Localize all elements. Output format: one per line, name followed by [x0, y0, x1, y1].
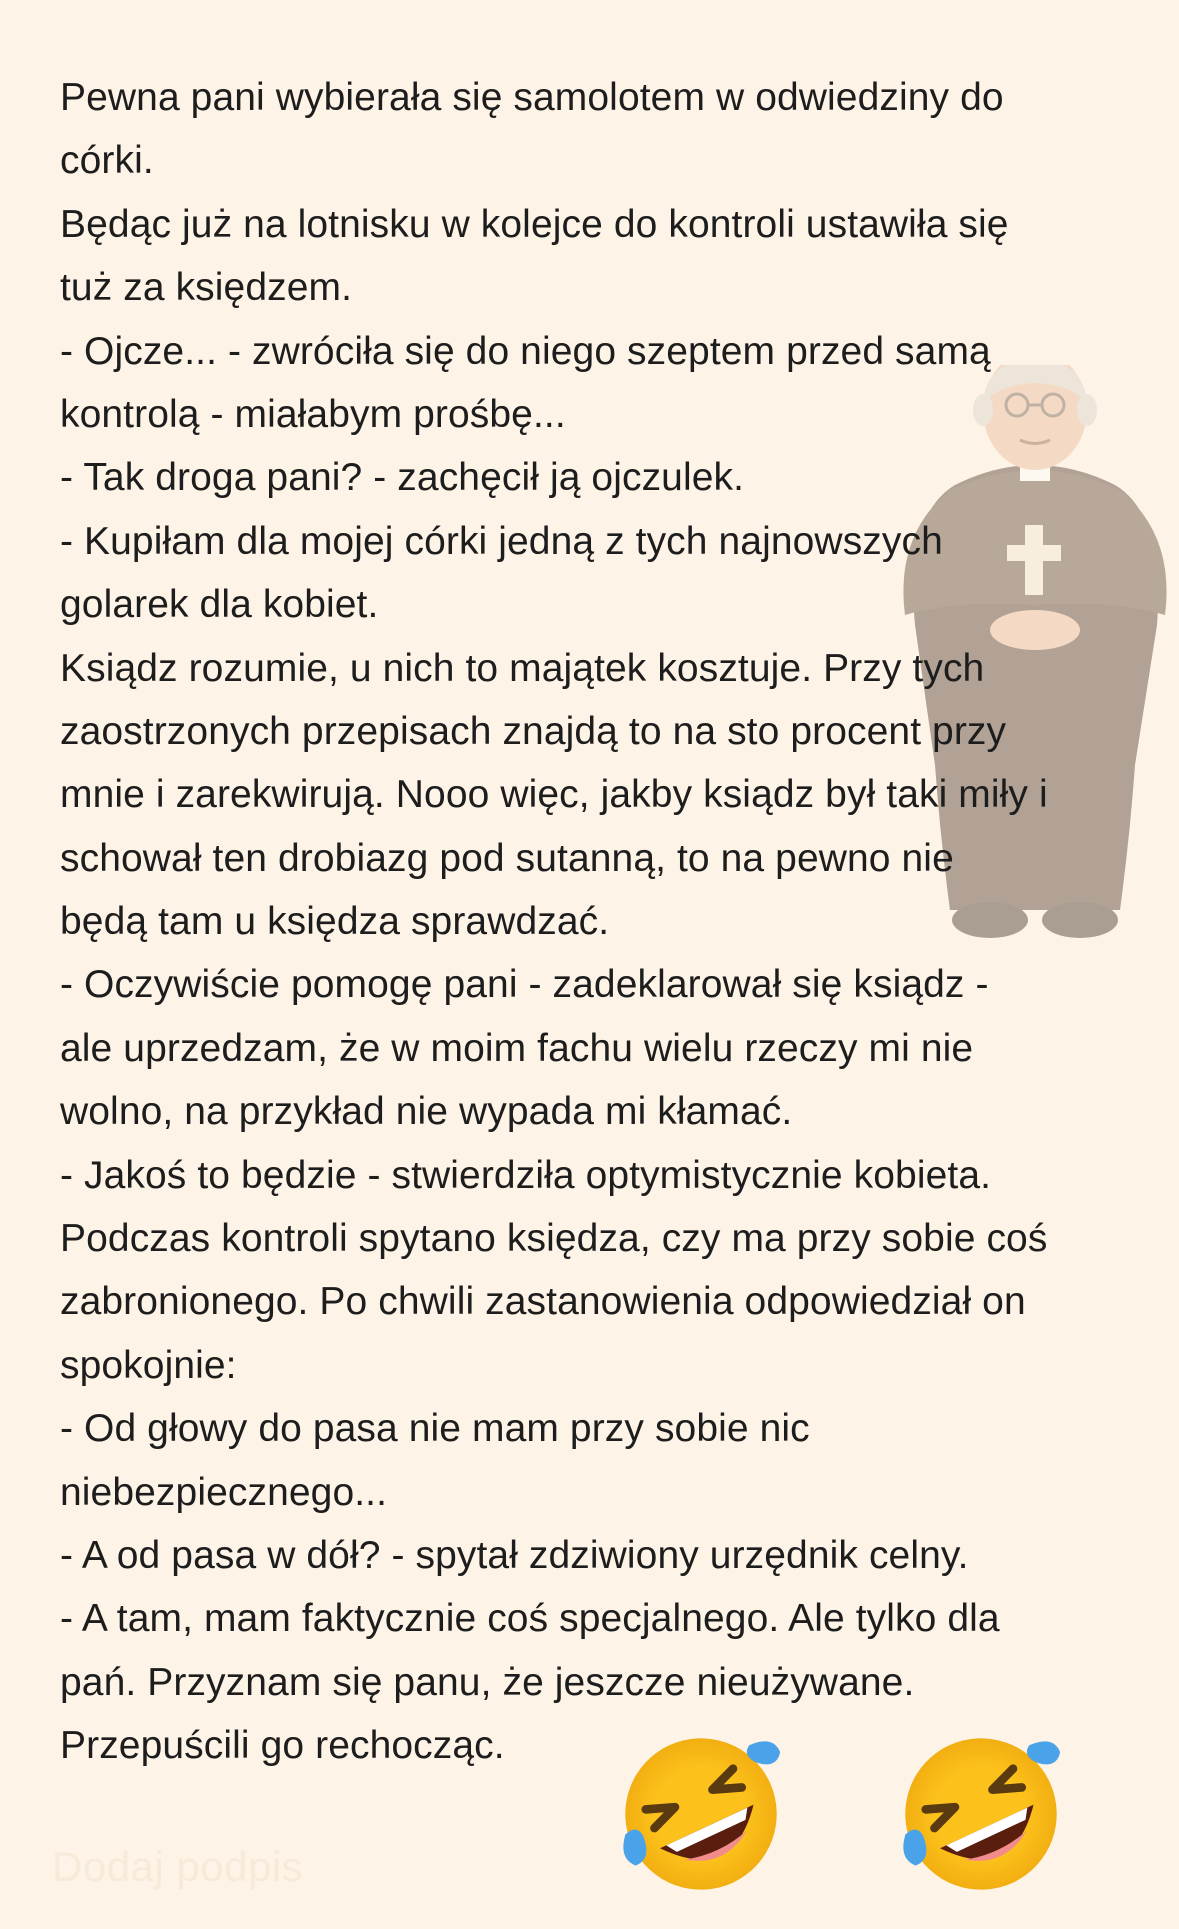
text-line: - Jakoś to będzie - stwierdziła optymistycznie kobieta.	[60, 1153, 992, 1197]
text-line: - A od pasa w dół? - spytał zdziwiony urzędnik celny.	[60, 1533, 969, 1577]
text-line: ale uprzedzam, że w moim fachu wielu rzeczy mi nie	[60, 1026, 974, 1070]
joke-text	[60, 66, 1140, 1778]
rolling-laughing-emoji	[615, 1728, 787, 1900]
text-line: zabronionego. Po chwili zastanowienia odpowiedział on	[60, 1280, 1026, 1324]
text-line: - Oczywiście pomogę pani - zadeklarował się ksiądz -	[60, 963, 989, 1007]
text-line: zaostrzonych przepisach znajdą to na sto procent przy	[60, 709, 1007, 753]
text-line: Pewna pani wybierała się samolotem w odwiedziny do	[60, 76, 1004, 119]
text-line: mnie i zarekwirują. Nooo więc, jakby ksiądz był taki miły i	[60, 773, 1048, 817]
text-line: wolno, na przykład nie wypada mi kłamać.	[60, 1090, 793, 1134]
text-line: Będąc już na lotnisku w kolejce do kontroli ustawiła się	[60, 202, 1009, 246]
text-line: Podczas kontroli spytano księdza, czy ma przy sobie coś	[60, 1217, 1048, 1261]
caption-placeholder[interactable]: Dodaj podpis	[52, 1843, 304, 1890]
text-line: - Od głowy do pasa nie mam przy sobie nic	[60, 1407, 810, 1451]
rolling-laughing-emoji	[895, 1728, 1067, 1900]
text-line: schował ten drobiazg pod sutanną, to na pewno nie	[60, 836, 954, 880]
text-line: spokojnie:	[60, 1343, 237, 1387]
text-line: - Tak droga pani? - zachęcił ją ojczulek.	[60, 456, 745, 500]
text-line: córki.	[60, 139, 154, 183]
text-line: będą tam u księdza sprawdzać.	[60, 900, 610, 944]
text-line: kontrolą - miałabym prośbę...	[60, 392, 566, 436]
text-line: - A tam, mam faktycznie coś specjalnego. Ale tylko dla	[60, 1597, 1000, 1641]
text-line: - Ojcze... - zwróciła się do niego szeptem przed samą	[60, 329, 991, 373]
text-line: tuż za księdzem.	[60, 266, 353, 310]
text-line: golarek dla kobiet.	[60, 583, 379, 627]
text-line: Przepuścili go rechocząc.	[60, 1724, 505, 1768]
text-line: - Kupiłam dla mojej córki jedną z tych najnowszych	[60, 519, 943, 563]
text-line: Ksiądz rozumie, u nich to majątek kosztuje. Przy tych	[60, 646, 985, 690]
text-line: pań. Przyznam się panu, że jeszcze nieużywane.	[60, 1660, 915, 1704]
text-line: niebezpiecznego...	[60, 1470, 388, 1514]
